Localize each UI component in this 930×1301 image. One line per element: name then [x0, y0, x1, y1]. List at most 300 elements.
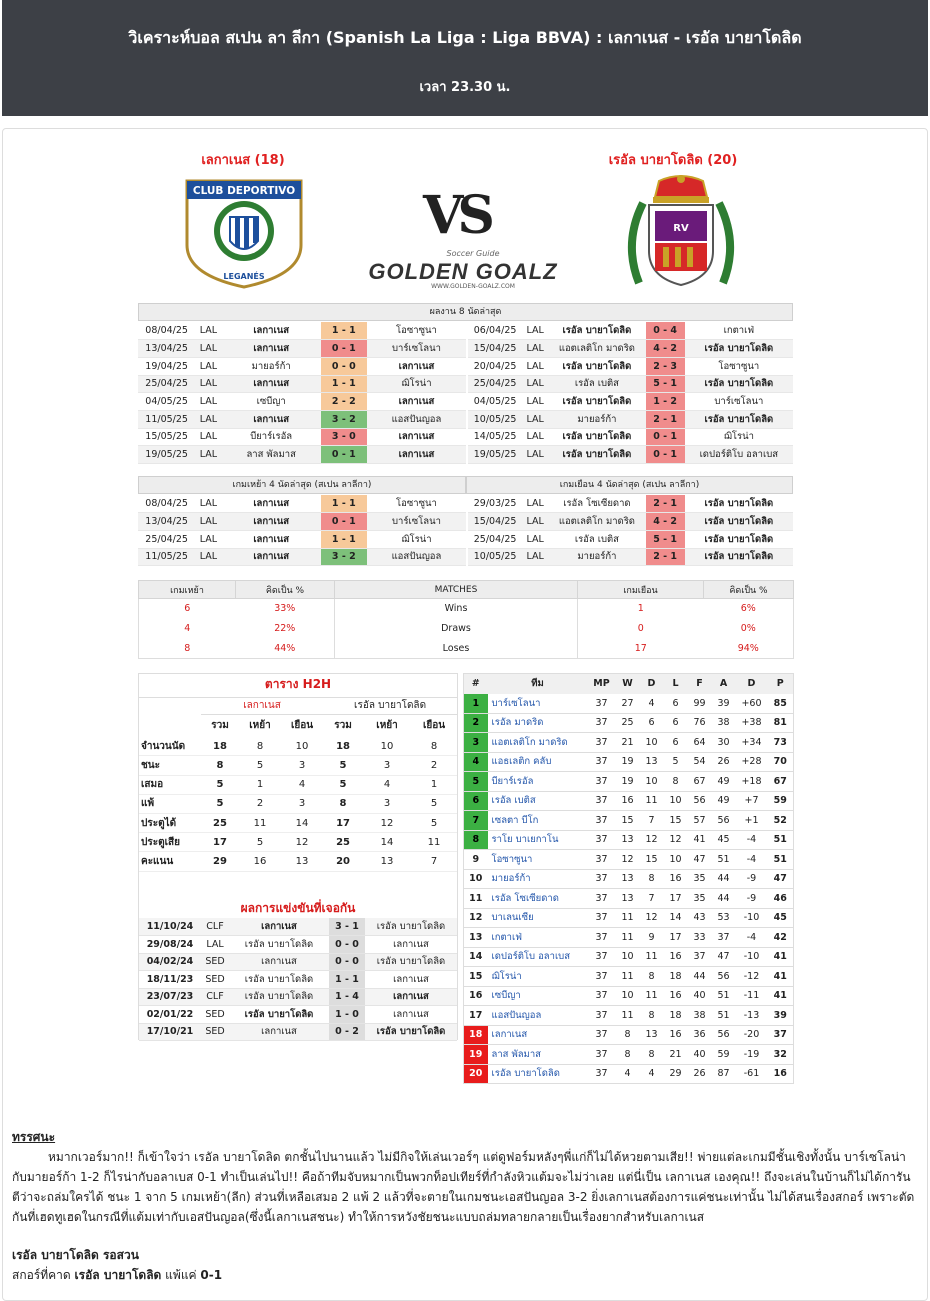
h2h-row: [139, 737, 457, 756]
home-team: เลกาเนส: [229, 918, 329, 936]
home-team-name: เลกาเนส (18): [201, 153, 285, 168]
brand-url: WWW.GOLDEN-GOALZ.COM: [431, 283, 515, 290]
table-cell: +1: [736, 811, 768, 831]
league-code: LAL: [195, 393, 221, 411]
h2h-cell: 7: [411, 852, 457, 871]
table-cell: 6: [464, 791, 488, 811]
table-cell: 41: [688, 830, 712, 850]
team-name: เกตาเฟ่: [488, 928, 588, 948]
away-team: เรอัล บายาโดลิด: [685, 375, 793, 393]
standings-row: [464, 791, 794, 811]
score-team: เรอัล บายาโดลิด: [74, 1268, 162, 1282]
result-row: [138, 446, 466, 464]
table-cell: 37: [688, 947, 712, 967]
score-value: 0-1: [200, 1268, 223, 1282]
standings-row: [464, 967, 794, 987]
table-cell: 54: [688, 752, 712, 772]
table-cell: -20: [736, 1025, 768, 1045]
table-cell: 8: [640, 967, 664, 987]
h2h-cell: 1: [239, 775, 281, 794]
match-date: 06/04/25: [468, 322, 522, 340]
standings-row: [464, 752, 794, 772]
team-name: แอธเลติก คลับ: [488, 752, 588, 772]
league-code: LAL: [201, 936, 229, 954]
standings-row: [464, 850, 794, 870]
table-cell: 16: [664, 1025, 688, 1045]
stats-header: คิดเป็น %: [236, 581, 335, 599]
h2h-col-header: รวม: [211, 720, 229, 732]
stats-cell: 1: [637, 603, 644, 615]
away-team: ฌิโรน่า: [367, 530, 466, 548]
stats-cell: Loses: [335, 639, 578, 659]
table-cell: 76: [688, 713, 712, 733]
table-cell: 35: [688, 889, 712, 909]
away-team: เรอัล บายาโดลิด: [685, 410, 793, 428]
kickoff-time: เวลา 23.30 น.: [419, 80, 511, 95]
league-code: LAL: [522, 393, 548, 411]
table-cell: 26: [688, 1064, 712, 1084]
stats-row: [139, 599, 794, 619]
table-cell: 14: [664, 908, 688, 928]
match-date: 10/05/25: [468, 548, 522, 566]
table-cell: 56: [712, 967, 736, 987]
table-cell: 8: [664, 772, 688, 792]
home-team: เรอัล บายาโดลิด: [229, 971, 329, 989]
away-team: เรอัล บายาโดลิด: [685, 495, 793, 513]
away-team: โอซาซูนา: [367, 322, 466, 340]
league-code: LAL: [195, 357, 221, 375]
table-cell: 47: [688, 850, 712, 870]
table-cell: +38: [736, 713, 768, 733]
h2h-cell: 29: [201, 852, 239, 871]
table-cell: 5: [664, 752, 688, 772]
score: 0 - 1: [646, 428, 685, 446]
team-name: มายอร์ก้า: [488, 869, 588, 889]
table-cell: 56: [688, 791, 712, 811]
table-cell: 11: [640, 986, 664, 1006]
league-code: LAL: [522, 340, 548, 358]
result-row: [468, 495, 793, 513]
match-date: 13/04/25: [138, 340, 195, 358]
team-name: เรอัล มาดริด: [488, 713, 588, 733]
h2h-row: [139, 756, 457, 775]
table-cell: 8: [616, 1025, 640, 1045]
home-team: เรอัล บายาโดลิด: [229, 1006, 329, 1024]
league-code: LAL: [195, 410, 221, 428]
table-cell: 21: [616, 733, 640, 753]
result-row: [138, 495, 466, 513]
table-cell: 13: [616, 830, 640, 850]
away-team: เกตาเฟ่: [685, 322, 793, 340]
table-cell: 29: [664, 1064, 688, 1084]
h2h-table: [139, 697, 457, 872]
home-team: เรอัล บายาโดลิด: [548, 428, 646, 446]
table-cell: 70: [768, 752, 794, 772]
match-date: 11/05/25: [138, 548, 195, 566]
svg-text:RV: RV: [673, 223, 689, 234]
h2h-cell: 20: [323, 852, 363, 871]
score: 1 - 1: [321, 375, 367, 393]
table-cell: 39: [712, 694, 736, 714]
h2h-cell: 2: [411, 756, 457, 775]
match-date: 08/04/25: [138, 495, 195, 513]
match-date: 23/07/23: [139, 988, 201, 1006]
league-code: LAL: [195, 495, 221, 513]
table-cell: 8: [616, 1045, 640, 1065]
table-cell: 1: [464, 694, 488, 714]
table-cell: 17: [664, 889, 688, 909]
team-name: โอซาซูนา: [488, 850, 588, 870]
stats-table: [138, 580, 794, 659]
h2h-cell: 5: [201, 794, 239, 813]
away-team: เลกาเนส: [367, 446, 466, 464]
team-name: บียาร์เรอัล: [488, 772, 588, 792]
home-team: เลกาเนส: [222, 513, 321, 531]
table-cell: +60: [736, 694, 768, 714]
away-team: เรอัล บายาโดลิด: [365, 1023, 457, 1041]
h2h-cell: 5: [201, 775, 239, 794]
h2h-cell: 4: [363, 775, 411, 794]
table-cell: 27: [616, 694, 640, 714]
away-team: แอสปันญอล: [367, 410, 466, 428]
h2h-cell: 8: [411, 737, 457, 756]
score: 1 - 0: [329, 1006, 365, 1024]
score: 1 - 2: [646, 393, 685, 411]
stats-cell: Wins: [335, 599, 578, 619]
league-code: SED: [201, 1023, 229, 1041]
team-name: เซบีญา: [488, 986, 588, 1006]
league-code: LAL: [522, 357, 548, 375]
result-row: [468, 357, 793, 375]
table-cell: 4: [640, 694, 664, 714]
home-team: เลกาเนส: [222, 548, 321, 566]
pick-label: เรอัล บายาโดลิด รอสวน: [12, 1248, 139, 1262]
team-name: บาเลนเซีย: [488, 908, 588, 928]
home-team: เรอัล โซเซียดาด: [548, 495, 646, 513]
table-cell: 12: [640, 830, 664, 850]
match-date: 25/04/25: [468, 530, 522, 548]
table-cell: 12: [664, 830, 688, 850]
table-cell: 16: [616, 791, 640, 811]
league-code: LAL: [522, 513, 548, 531]
result-row: [468, 530, 793, 548]
table-cell: 6: [664, 694, 688, 714]
crest-bottom-text: LEGANÉS: [223, 272, 265, 281]
result-row: [138, 410, 466, 428]
table-cell: 67: [768, 772, 794, 792]
table-cell: 11: [464, 889, 488, 909]
score: 0 - 0: [329, 936, 365, 954]
table-cell: 4: [464, 752, 488, 772]
table-cell: 8: [640, 1006, 664, 1026]
league-code: LAL: [522, 410, 548, 428]
past-meeting-row: [139, 1023, 457, 1041]
result-row: [138, 357, 466, 375]
score: 0 - 0: [321, 357, 367, 375]
away-team: บาร์เซโลนา: [685, 393, 793, 411]
h2h-cell: 8: [201, 756, 239, 775]
league-code: SED: [201, 953, 229, 971]
stats-cell: 0: [637, 623, 644, 634]
standings-row: [464, 772, 794, 792]
table-header: A: [719, 678, 728, 690]
home-team: แอตเลติโก มาดริด: [548, 340, 646, 358]
table-cell: 4: [616, 1064, 640, 1084]
standings-row: [464, 1064, 794, 1084]
h2h-cell: 16: [239, 852, 281, 871]
league-code: LAL: [195, 322, 221, 340]
h2h-row: [139, 833, 457, 852]
team-name: เซลตา บีโก: [488, 811, 588, 831]
table-cell: 37: [588, 869, 616, 889]
table-cell: -4: [736, 850, 768, 870]
result-row: [138, 513, 466, 531]
table-cell: 56: [712, 811, 736, 831]
h2h-cell: 11: [239, 813, 281, 832]
table-cell: 51: [768, 850, 794, 870]
score-mid: แพ้แค่: [165, 1268, 197, 1282]
h2h-cell: 3: [281, 794, 323, 813]
league-code: LAL: [195, 513, 221, 531]
h2h-home-team: เลกาเนส: [201, 697, 323, 715]
table-cell: 37: [588, 1006, 616, 1026]
standings-row: [464, 713, 794, 733]
table-cell: 37: [588, 733, 616, 753]
h2h-cell: 5: [239, 833, 281, 852]
page-header: [2, 0, 928, 116]
table-cell: 37: [588, 772, 616, 792]
home-team: เรอัล บายาโดลิด: [548, 322, 646, 340]
stats-cell: 6%: [740, 603, 756, 615]
table-cell: 51: [768, 830, 794, 850]
h2h-cell: แพ้: [139, 794, 201, 813]
past-meetings-table: [139, 918, 457, 1041]
versus-label: VS: [423, 185, 489, 246]
home-team: เลกาเนส: [222, 322, 321, 340]
table-cell: 11: [616, 1006, 640, 1026]
home-team: มายอร์ก้า: [548, 548, 646, 566]
score: 3 - 1: [329, 918, 365, 936]
team-name: ฌิโรน่า: [488, 967, 588, 987]
table-cell: 37: [588, 713, 616, 733]
table-cell: 37: [588, 1064, 616, 1084]
standings-row: [464, 928, 794, 948]
h2h-cell: 13: [281, 852, 323, 871]
h2h-cell: 25: [323, 833, 363, 852]
h2h-row: [139, 794, 457, 813]
table-cell: 43: [688, 908, 712, 928]
table-cell: +34: [736, 733, 768, 753]
table-cell: 20: [464, 1064, 488, 1084]
table-cell: -9: [736, 889, 768, 909]
table-cell: 45: [712, 830, 736, 850]
score: 0 - 4: [646, 322, 685, 340]
stats-cell: Draws: [335, 619, 578, 639]
table-cell: -10: [736, 908, 768, 928]
table-cell: -10: [736, 947, 768, 967]
table-cell: 37: [588, 908, 616, 928]
team-name: เรอัล โซเซียดาด: [488, 889, 588, 909]
home-team: เลกาเนส: [229, 1023, 329, 1041]
score: 5 - 1: [646, 375, 685, 393]
h2h-col-header: เหย้า: [376, 720, 398, 732]
result-row: [138, 340, 466, 358]
score: 1 - 4: [329, 988, 365, 1006]
table-cell: 10: [616, 947, 640, 967]
h2h-cell: 3: [363, 794, 411, 813]
match-date: 14/05/25: [468, 428, 522, 446]
stats-header: MATCHES: [335, 581, 578, 599]
h2h-cell: 5: [411, 813, 457, 832]
h2h-cell: 25: [201, 813, 239, 832]
score: 0 - 2: [329, 1023, 365, 1041]
away-team: เลกาเนส: [367, 393, 466, 411]
score: 2 - 1: [646, 548, 685, 566]
league-code: LAL: [522, 446, 548, 464]
h2h-col-header: เยือน: [290, 720, 314, 732]
table-cell: 3: [464, 733, 488, 753]
standings-row: [464, 1006, 794, 1026]
past-meeting-row: [139, 936, 457, 954]
last8-home-table: [138, 322, 466, 464]
table-cell: 8: [464, 830, 488, 850]
table-cell: 19: [464, 1045, 488, 1065]
table-cell: 38: [712, 713, 736, 733]
table-cell: 25: [616, 713, 640, 733]
stats-cell: 8: [184, 642, 191, 654]
result-row: [468, 428, 793, 446]
match-date: 08/04/25: [138, 322, 195, 340]
home-team-crest-icon: [181, 175, 307, 289]
away-team: เลกาเนส: [367, 428, 466, 446]
match-date: 15/05/25: [138, 428, 195, 446]
analysis-card: [2, 128, 928, 1301]
stats-cell: 4: [184, 623, 191, 634]
table-cell: 6: [664, 733, 688, 753]
table-cell: 12: [640, 908, 664, 928]
analysis-heading: ทรรศนะ: [12, 1130, 56, 1144]
result-row: [138, 393, 466, 411]
table-cell: 40: [688, 986, 712, 1006]
away-team: เรอัล บายาโดลิด: [685, 548, 793, 566]
score: 3 - 2: [321, 410, 367, 428]
match-date: 29/03/25: [468, 495, 522, 513]
home-team: เลกาเนส: [222, 375, 321, 393]
table-cell: 9: [640, 928, 664, 948]
result-row: [468, 322, 793, 340]
team-name: เรอัล เบติส: [488, 791, 588, 811]
table-cell: 32: [768, 1045, 794, 1065]
result-row: [138, 375, 466, 393]
league-code: LAL: [522, 375, 548, 393]
score: 0 - 1: [321, 340, 367, 358]
table-cell: 8: [640, 1045, 664, 1065]
match-date: 13/04/25: [138, 513, 195, 531]
h2h-cell: 10: [281, 737, 323, 756]
score: 2 - 1: [646, 495, 685, 513]
home-team: เลกาเนส: [222, 410, 321, 428]
h2h-col-header: เยือน: [422, 720, 446, 732]
predicted-score: [12, 1265, 917, 1285]
away-team: เดปอร์ติโบ อลาเบส: [685, 446, 793, 464]
home-team: เรอัล บายาโดลิด: [229, 936, 329, 954]
table-cell: 52: [768, 811, 794, 831]
score: 3 - 0: [321, 428, 367, 446]
table-cell: 10: [464, 869, 488, 889]
score: 0 - 1: [646, 446, 685, 464]
crest-top-text: CLUB DEPORTIVO: [192, 185, 296, 197]
table-cell: 35: [688, 869, 712, 889]
league-table: [463, 673, 794, 1084]
h2h-cell: 3: [281, 756, 323, 775]
table-cell: -4: [736, 928, 768, 948]
score: 1 - 1: [329, 971, 365, 989]
result-row: [468, 446, 793, 464]
standings-row: [464, 947, 794, 967]
table-cell: 46: [768, 889, 794, 909]
home-team: ลาส พัลมาส: [222, 446, 321, 464]
away-team: เลกาเนส: [365, 1006, 457, 1024]
match-date: 19/05/25: [138, 446, 195, 464]
table-cell: 16: [664, 947, 688, 967]
table-cell: 11: [616, 908, 640, 928]
table-header: F: [696, 678, 703, 690]
away-team: โอซาซูนา: [685, 357, 793, 375]
table-cell: 10: [616, 986, 640, 1006]
table-cell: 37: [588, 889, 616, 909]
h2h-title: ตาราง H2H: [139, 675, 457, 698]
away-team: เลกาเนส: [365, 988, 457, 1006]
h2h-cell: จำนวนนัด: [139, 737, 201, 756]
table-cell: -11: [736, 986, 768, 1006]
home-team: มายอร์ก้า: [222, 357, 321, 375]
h2h-cell: 13: [363, 852, 411, 871]
score-prefix: สกอร์ที่คาด: [12, 1268, 71, 1282]
table-cell: 33: [688, 928, 712, 948]
stats-cell: 33%: [274, 603, 296, 615]
league-code: LAL: [522, 322, 548, 340]
away-team: แอสปันญอล: [367, 548, 466, 566]
table-cell: 10: [664, 850, 688, 870]
table-cell: 87: [712, 1064, 736, 1084]
table-cell: 11: [616, 928, 640, 948]
score: 2 - 1: [646, 410, 685, 428]
match-date: 02/01/22: [139, 1006, 201, 1024]
table-cell: 37: [588, 986, 616, 1006]
away-team: เรอัล บายาโดลิด: [685, 530, 793, 548]
table-cell: 8: [640, 869, 664, 889]
away-team: เลกาเนส: [365, 936, 457, 954]
league-code: LAL: [195, 446, 221, 464]
table-cell: 73: [768, 733, 794, 753]
h2h-away-team: เรอัล บายาโดลิด: [323, 697, 457, 715]
table-cell: 49: [712, 772, 736, 792]
match-date: 29/08/24: [139, 936, 201, 954]
table-cell: 12: [616, 850, 640, 870]
table-cell: 39: [768, 1006, 794, 1026]
h2h-cell: 11: [411, 833, 457, 852]
score: 2 - 3: [646, 357, 685, 375]
table-cell: 56: [712, 1025, 736, 1045]
league-code: LAL: [195, 340, 221, 358]
table-cell: 26: [712, 752, 736, 772]
table-cell: 10: [640, 772, 664, 792]
home-team: มายอร์ก้า: [548, 410, 646, 428]
table-cell: 37: [588, 791, 616, 811]
past-meeting-row: [139, 971, 457, 989]
last4-away-title: เกมเยือน 4 นัดล่าสุด (สเปน ลาลีกา): [466, 476, 793, 494]
standings-row: [464, 694, 794, 714]
